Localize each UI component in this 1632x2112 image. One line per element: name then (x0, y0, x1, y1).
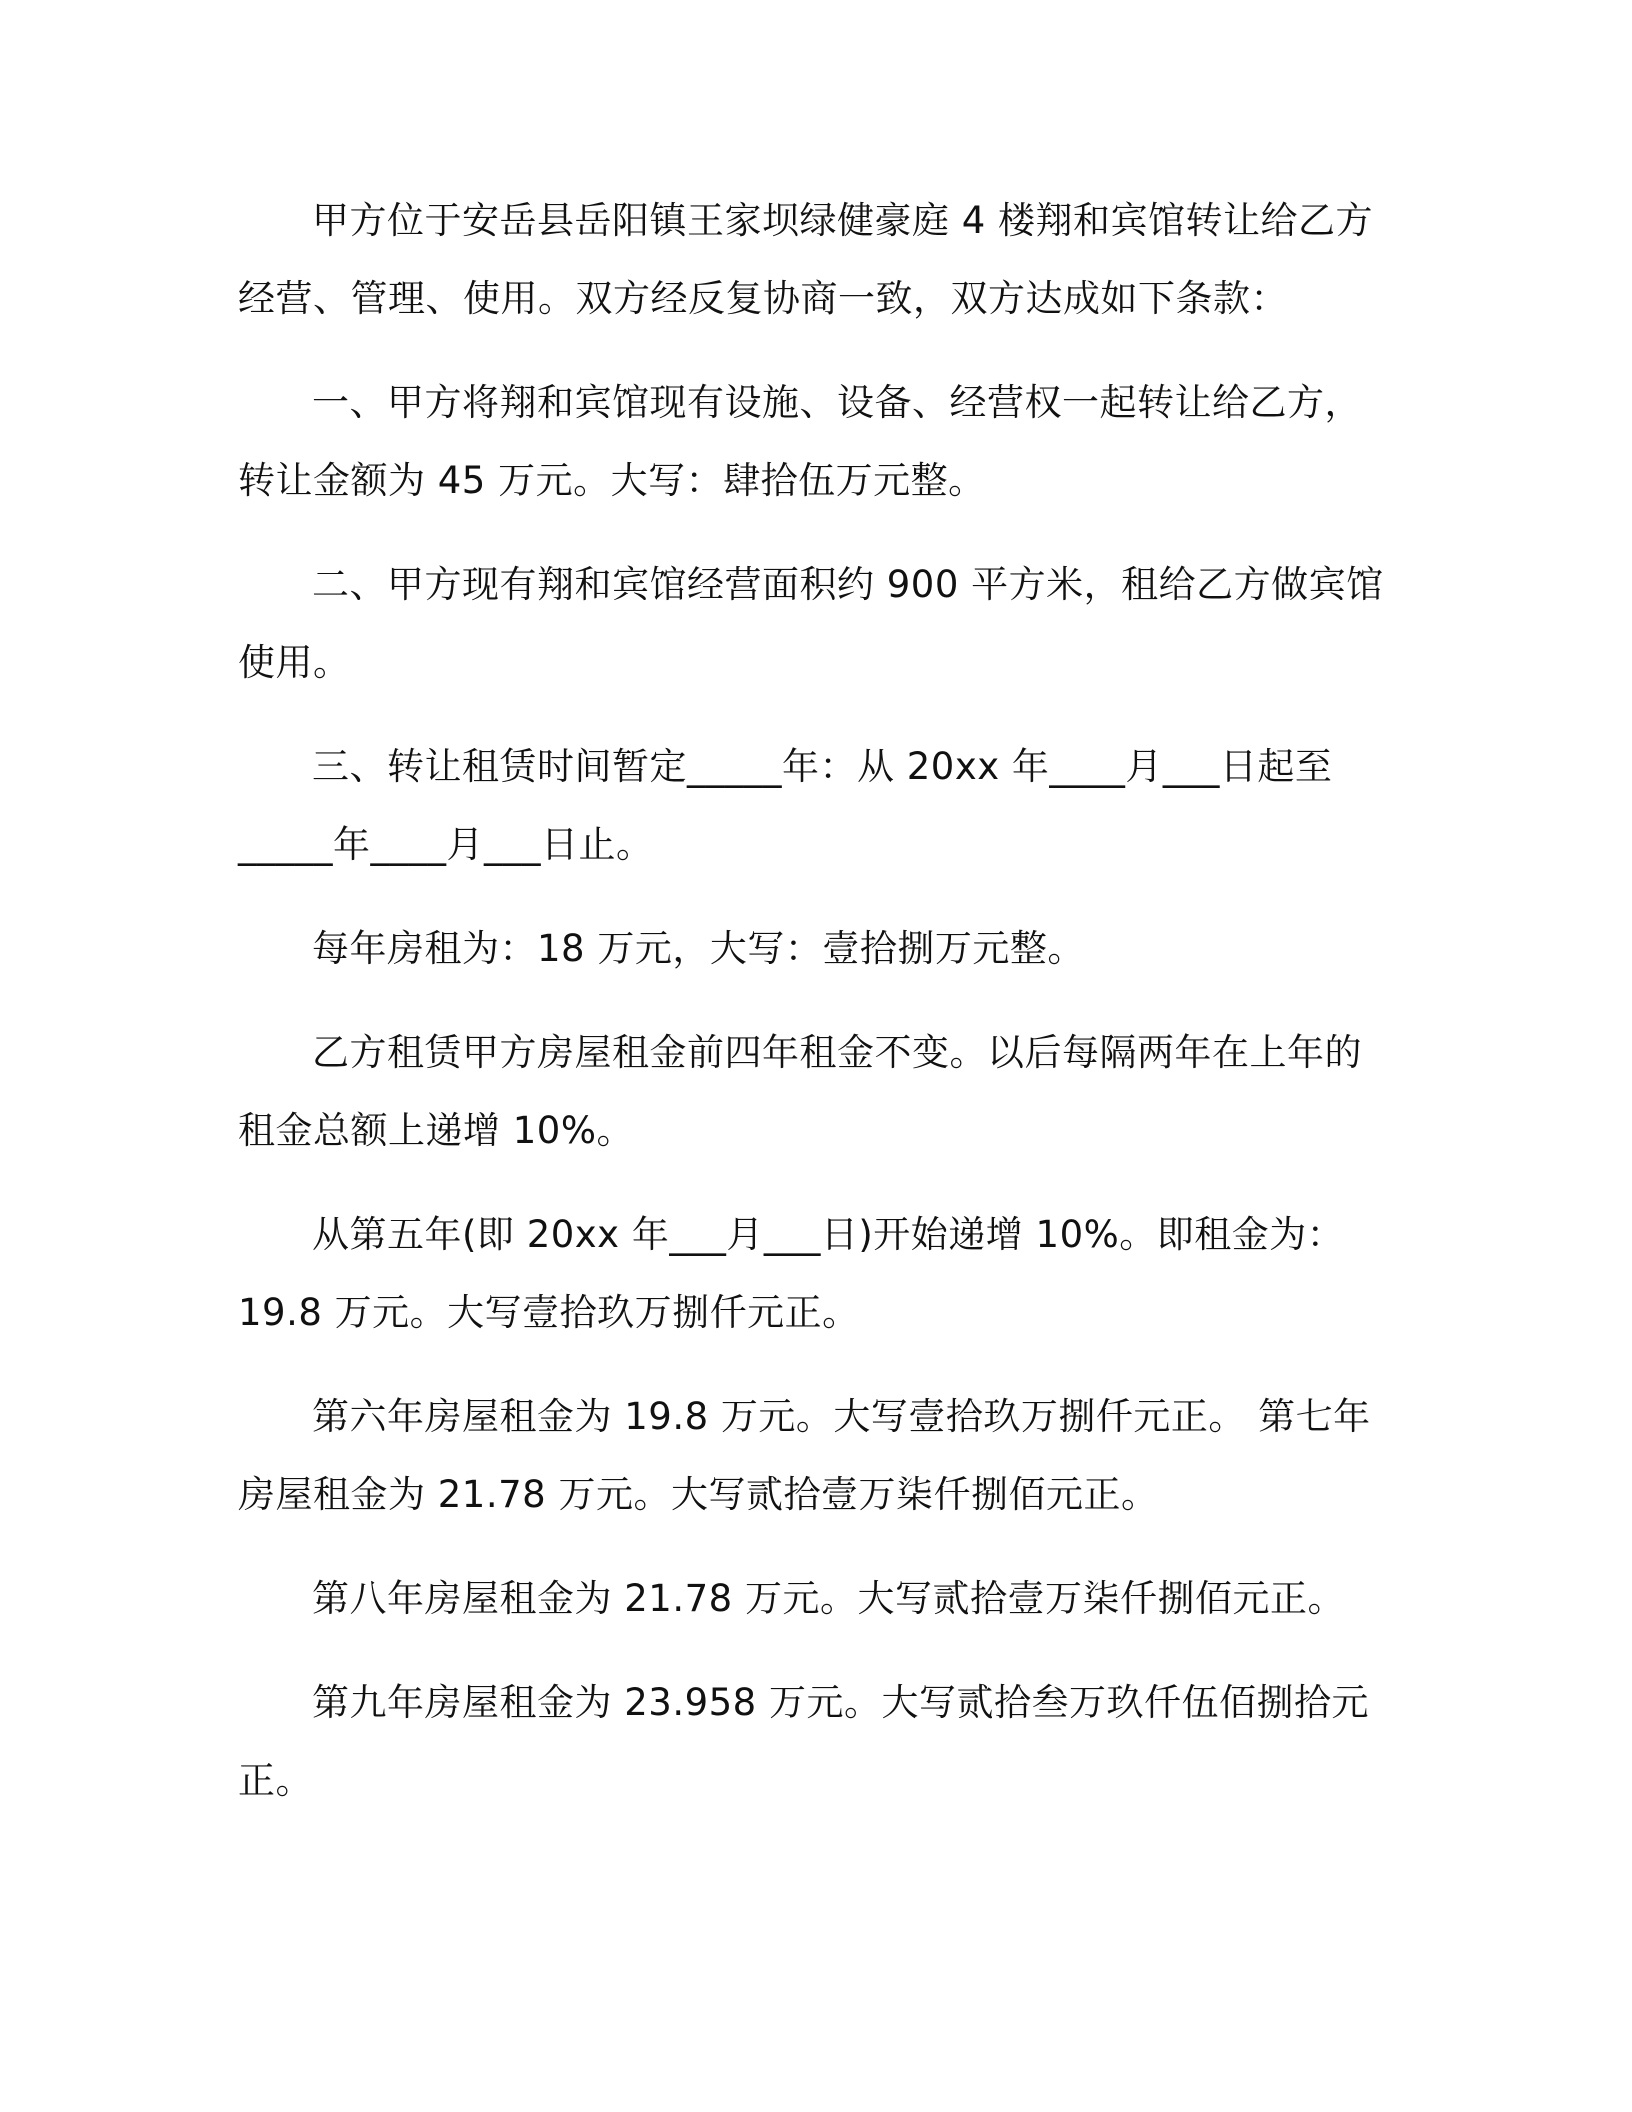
paragraph-annual-rent: 每年房租为：18 万元，大写：壹拾捌万元整。 (312, 927, 1085, 970)
paragraph-rent-increase: 乙方租赁甲方房屋租金前四年租金不变。以后每隔两年在上年的租金总额上递增 10%。 (238, 1031, 1362, 1152)
paragraph-clause-3: 三、转让租赁时间暂定_____年：从 20xx 年____月___日起至_____年____月___日止。 (238, 745, 1333, 866)
paragraph-year-5: 从第五年(即 20xx 年___月___日)开始递增 10%。即租金为：19.8 万元。大写壹拾玖万捌仟元正。 (238, 1213, 1345, 1334)
document-body (238, 182, 1398, 1846)
paragraph-year-6-7: 第六年房屋租金为 19.8 万元。大写壹拾玖万捌仟元正。 第七年房屋租金为 21.78 万元。大写贰拾壹万柒仟捌佰元正。 (238, 1395, 1371, 1516)
paragraph-clause-1: 一、甲方将翔和宾馆现有设施、设备、经营权一起转让给乙方，转让金额为 45 万元。大写：肆拾伍万元整。 (238, 381, 1362, 502)
paragraph-intro: 甲方位于安岳县岳阳镇王家坝绿健豪庭 4 楼翔和宾馆转让给乙方经营、管理、使用。双方经反复协商一致，双方达成如下条款： (238, 199, 1374, 320)
paragraph-year-9: 第九年房屋租金为 23.958 万元。大写贰拾叁万玖仟伍佰捌拾元正。 (238, 1681, 1369, 1802)
paragraph-year-8: 第八年房屋租金为 21.78 万元。大写贰拾壹万柒仟捌佰元正。 (312, 1577, 1345, 1620)
paragraph-clause-2: 二、甲方现有翔和宾馆经营面积约 900 平方米，租给乙方做宾馆使用。 (238, 563, 1384, 684)
